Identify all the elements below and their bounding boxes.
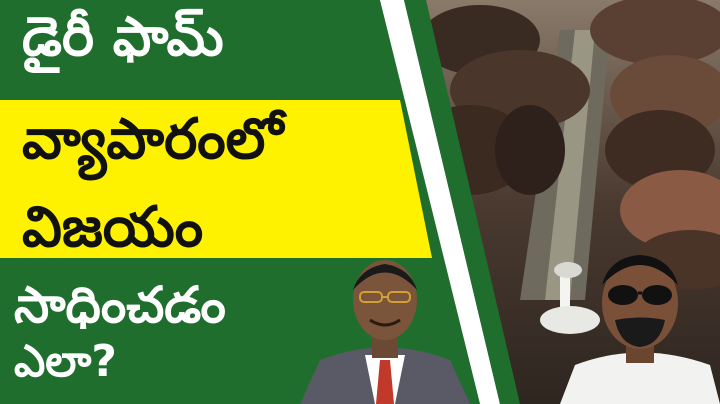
headline-line-2: వ్యాపారంలో [22,107,284,172]
speaker-in-suit [290,250,480,404]
headline-line-1: డైరీ ఫామ్ [22,5,224,68]
guest-with-sunglasses [560,245,720,404]
headline-line-5: ఎలా? [14,336,117,387]
headline-line-4: సాధించడం [14,276,226,334]
headline-line-3: విజయం [22,195,204,260]
